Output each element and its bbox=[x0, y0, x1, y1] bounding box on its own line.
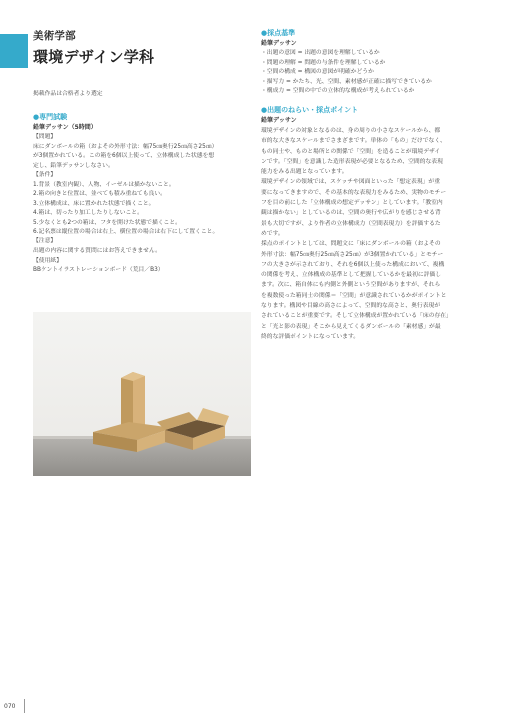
exam-section-title: ●専門試験 bbox=[33, 113, 68, 121]
caution-text: 出題の内容に関する質問にはお答えできません。 bbox=[33, 248, 161, 254]
criteria-item: ・構成力 = 空間の中での立体的な構成が考えられているか bbox=[261, 88, 415, 95]
criteria-item: ・描写力 = かたち、光、空間、素材感が正確に描写できているか bbox=[261, 78, 432, 85]
criteria-item: ・出題の意図 = 出題の意図を理解しているか bbox=[261, 50, 380, 56]
page-header bbox=[33, 28, 243, 67]
material-text: BBケントイラストレーションボード（荒目／B3） bbox=[33, 267, 164, 274]
criteria-section-title: ●採点基準 bbox=[261, 29, 296, 37]
aim-subject: 鉛筆デッサン bbox=[261, 116, 297, 124]
exam-section bbox=[33, 112, 253, 276]
condition-item: 5.少なくとも2つの箱は、フタを開けた状態で描くこと。 bbox=[33, 219, 181, 226]
exam-subject: 鉛筆デッサン（5時間） bbox=[33, 124, 97, 131]
conditions-label: 【条件】 bbox=[33, 172, 57, 179]
criteria-item: ・問題の理解 = 問題の与条件を理解しているか bbox=[261, 59, 386, 66]
caution-label: 【注意】 bbox=[33, 238, 57, 245]
aim-paragraph-2: 環境デザインの領域では、スケッチや図面といった「想定表現」が重 要になってきますので、その基本的な表現力をみるため、実物のモチー フを目の前にした「立体構成の想定デッサン」としています。「教室内 観は描かない」としているのは、空間の奥行や広がりを感じさせる背 景も大切ですが、より作者の立体構成力（空間表現力）を評価するた めです。 bbox=[261, 179, 447, 237]
aim-paragraph-3: 採点のポイントとしては、問題文に「床にダンボールの箱（およその 外形寸法：幅75㎝奥行25㎝高さ25㎝）が3個置かれている」とモチー フの大きさが示されており、それを6個以上使った構成において、複構 の関係を考え、立体構成の基準として把握しているかを最初に評価し ます。次に、箱自体にも内側と外側という空間がありますが、それら を複数使った箱同士の関係＝「空間」が意識されているかがポイントと なります。構図や目線の高さによって、空間的な高さと、奥行表現が されていることが重要です。そして立体構成が置かれている「床の存在」 と「光と影の表現」そこから見えてくるダンボールの「素材感」が最 終的な評価ポイントになっています。 bbox=[261, 241, 452, 340]
faculty-name: 美術学部 bbox=[33, 30, 76, 42]
accent-block bbox=[0, 34, 28, 68]
right-column bbox=[261, 28, 477, 342]
problem-label: 【問題】 bbox=[33, 134, 57, 140]
condition-item: 4.箱は、切ったり加工したりしないこと。 bbox=[33, 210, 143, 217]
footer-divider bbox=[24, 699, 25, 713]
exam-photo bbox=[33, 312, 251, 476]
cardboard-boxes-image bbox=[33, 312, 251, 476]
condition-item: 3.立体構成は、床に置かれた状態で描くこと。 bbox=[33, 200, 155, 207]
problem-line: が3個置かれている。この箱を6個以上使って、立体構成した状態を想 bbox=[33, 153, 215, 160]
department-title: 環境デザイン学科 bbox=[33, 48, 155, 66]
page-number: 070 bbox=[4, 703, 16, 710]
criteria-item: ・空間の構成 = 構図の意図が明確かどうか bbox=[261, 69, 374, 76]
material-label: 【使用紙】 bbox=[33, 257, 62, 264]
problem-line: 定し、鉛筆デッサンしなさい。 bbox=[33, 162, 114, 169]
aim-section-title: ●出題のねらい・採点ポイント bbox=[261, 105, 359, 114]
condition-item: 2.箱の向きと位置は、並べても積み重ねても良い。 bbox=[33, 191, 166, 198]
aim-paragraph-1: 環境デザインの対象となるのは、身の周りの小さなスケールから、都 市的な大きなスケールまでさまざまです。単体の「もの」だけでなく、 もの同士や、ものと場所との関係で「空間」を造ることが環境デザイ ンです。「空間」を意識した造形表現が必要となるため、空間的な表現 能力をみる出題となっています。 bbox=[261, 127, 446, 176]
selection-note: 掲載作品は合格者より選定 bbox=[33, 91, 103, 97]
criteria-subject: 鉛筆デッサン bbox=[261, 40, 297, 47]
condition-item: 6.記名票は縦位置の場合は右上、横位置の場合は右下にして置くこと。 bbox=[33, 229, 219, 235]
condition-item: 1.背景（教室内観）、人物、イーゼルは描かないこと。 bbox=[33, 181, 175, 188]
problem-line: 床にダンボールの箱（およその外形寸法：幅75㎝奥行25㎝高さ25㎝） bbox=[33, 143, 218, 150]
